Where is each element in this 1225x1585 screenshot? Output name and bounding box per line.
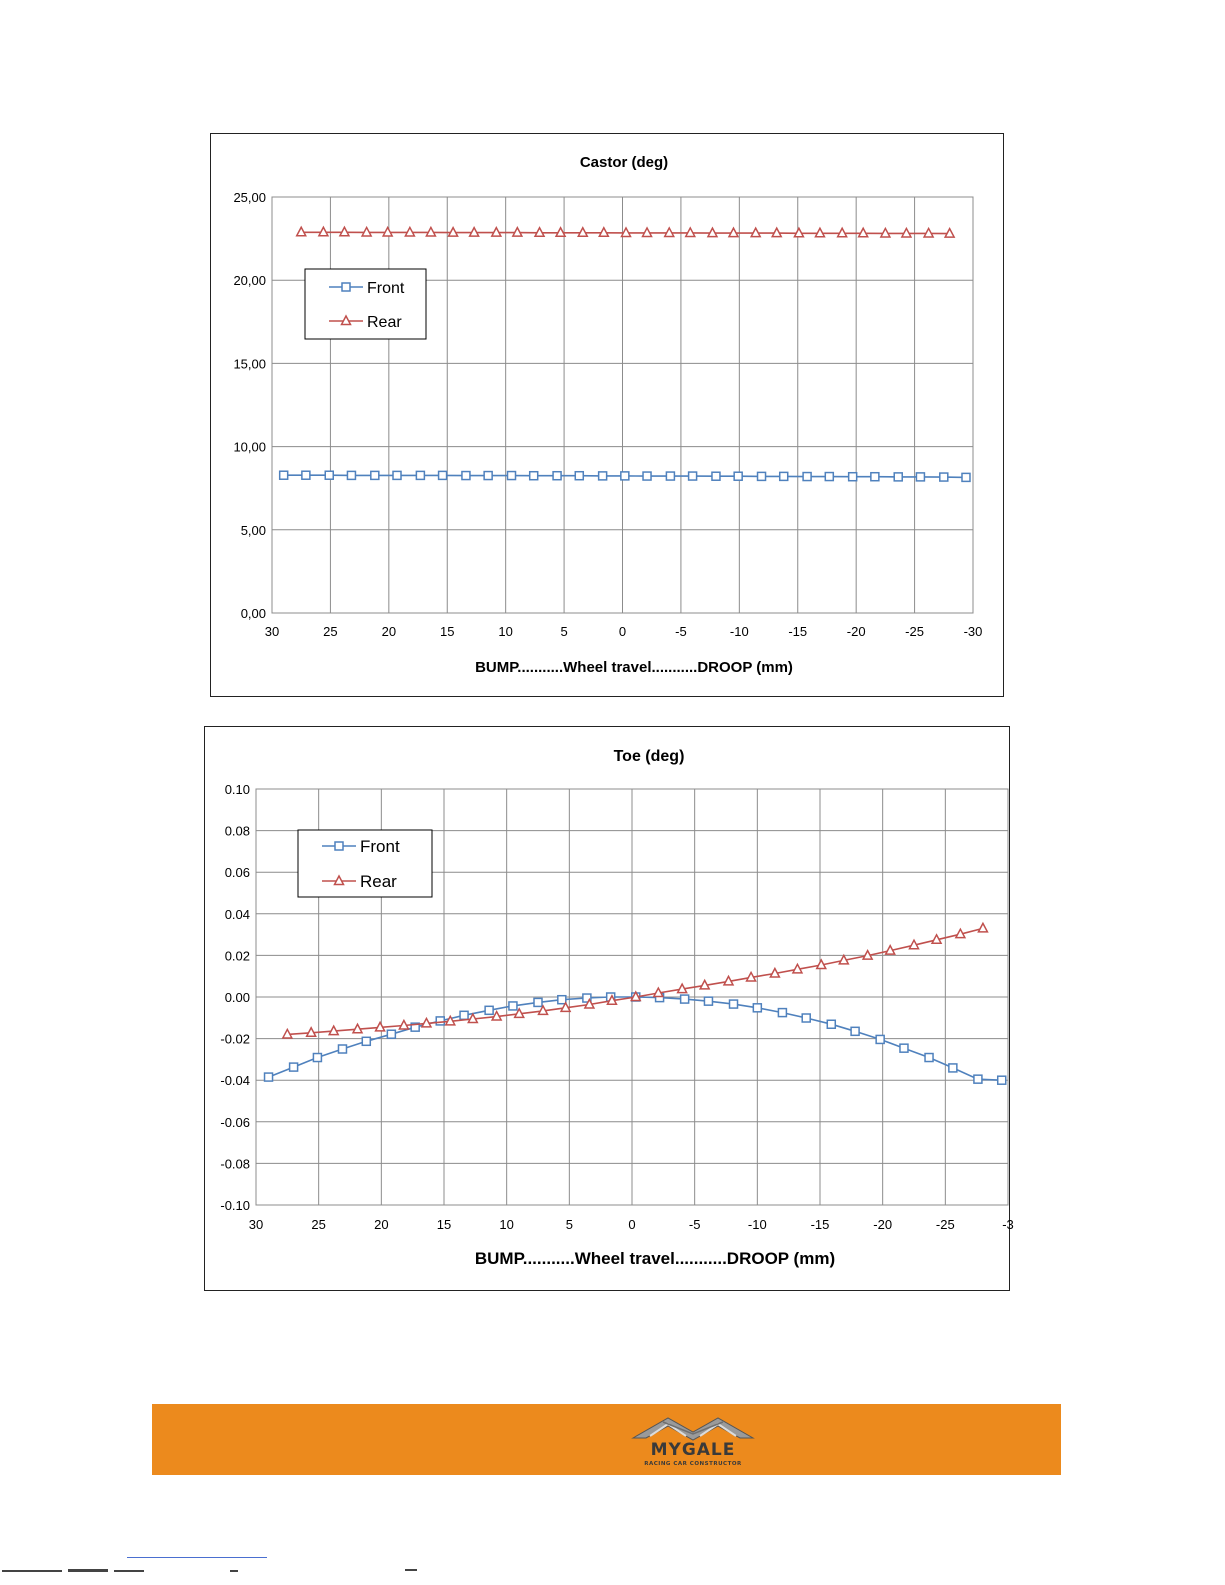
toe-chart-svg: [205, 727, 1014, 1292]
y-tick-label: -0.08: [220, 1156, 250, 1172]
data-point-front: [485, 1006, 493, 1014]
legend-label-front: Front: [367, 280, 405, 297]
data-point-front: [803, 473, 811, 481]
y-tick-label: 20,00: [233, 273, 266, 289]
data-point-front: [643, 472, 651, 480]
data-point-front: [666, 472, 674, 480]
footer-link-underline: [127, 1557, 267, 1558]
data-point-front: [436, 1017, 444, 1025]
legend-label-rear: Rear: [360, 872, 397, 891]
data-point-front: [704, 997, 712, 1005]
data-point-front: [313, 1054, 321, 1062]
data-point-front: [900, 1044, 908, 1052]
logo-wings-icon: [628, 1412, 758, 1442]
data-point-front: [851, 1027, 859, 1035]
y-tick-label: 25,00: [233, 190, 266, 205]
data-point-front: [753, 1004, 761, 1012]
y-tick-label: -0.02: [220, 1031, 250, 1047]
data-point-front: [758, 472, 766, 480]
mygale-logo: [628, 1412, 758, 1470]
data-point-front: [393, 471, 401, 479]
castor-chart: [210, 133, 1004, 697]
x-tick-label: -5: [688, 1217, 701, 1232]
x-tick-label: -10: [747, 1217, 767, 1232]
data-point-front: [730, 1000, 738, 1008]
data-point-front: [371, 471, 379, 479]
data-point-front: [265, 1073, 273, 1081]
x-tick-label: 10: [499, 1217, 514, 1232]
y-tick-label: 0.06: [224, 865, 250, 881]
footer-text-fragment: [0, 1566, 430, 1578]
data-point-front: [925, 1054, 933, 1062]
legend-marker-front: [335, 842, 343, 850]
x-tick-label: -20: [846, 624, 866, 639]
data-point-front: [534, 998, 542, 1006]
legend-box: [305, 269, 426, 339]
x-tick-label: 15: [440, 624, 455, 639]
legend-label-rear: Rear: [367, 314, 402, 331]
data-point-front: [949, 1064, 957, 1072]
x-tick-label: 5: [565, 1217, 573, 1232]
data-point-front: [325, 471, 333, 479]
data-point-front: [599, 472, 607, 480]
x-tick-label: 20: [374, 1217, 389, 1232]
y-tick-label: 0,00: [240, 606, 266, 621]
data-point-front: [916, 473, 924, 481]
x-tick-label: -10: [729, 624, 749, 639]
chart-title: Toe (deg): [613, 748, 685, 765]
legend-label-front: Front: [360, 837, 400, 856]
data-point-front: [780, 472, 788, 480]
data-point-front: [734, 472, 742, 480]
data-point-front: [712, 472, 720, 480]
x-tick-label: -25: [935, 1217, 955, 1232]
data-point-front: [509, 1002, 517, 1010]
data-point-front: [462, 472, 470, 480]
castor-chart-svg: [211, 134, 1005, 698]
data-point-front: [871, 473, 879, 481]
data-point-front: [530, 472, 538, 480]
data-point-front: [849, 473, 857, 481]
y-tick-label: 5,00: [240, 522, 266, 538]
y-tick-label: -0.04: [220, 1073, 250, 1089]
footer-bar: [152, 1404, 1061, 1475]
x-tick-label: 10: [498, 624, 513, 639]
data-point-front: [460, 1011, 468, 1019]
data-point-front: [825, 473, 833, 481]
data-point-front: [689, 472, 697, 480]
y-tick-label: 0.04: [224, 906, 250, 922]
logo-brand-text: MYGALE: [650, 1440, 736, 1460]
y-tick-label: 0.10: [224, 782, 250, 797]
data-point-front: [302, 471, 310, 479]
toe-chart: [204, 726, 1014, 1291]
data-point-front: [974, 1075, 982, 1083]
data-point-front: [621, 472, 629, 480]
chart-title: Castor (deg): [579, 154, 669, 171]
x-tick-label: 15: [436, 1217, 452, 1232]
x-tick-label: -15: [810, 1217, 830, 1232]
y-tick-label: -0.06: [220, 1114, 250, 1130]
y-tick-label: -0.10: [220, 1198, 250, 1213]
x-tick-label: -25: [905, 624, 924, 639]
x-tick-label: -15: [788, 624, 808, 639]
data-point-front: [338, 1045, 346, 1053]
data-point-front: [962, 473, 970, 481]
data-point-front: [894, 473, 902, 481]
x-tick-label: -5: [675, 624, 687, 639]
x-tick-label: 20: [381, 624, 397, 639]
x-axis-label: BUMP...........Wheel travel...........DROOP (mm): [474, 1249, 836, 1268]
data-point-front: [876, 1035, 884, 1043]
x-tick-label: 25: [323, 624, 338, 639]
data-point-front: [681, 995, 689, 1003]
x-tick-label: -30: [963, 624, 983, 639]
x-tick-label: 0: [618, 624, 627, 639]
y-tick-label: 15,00: [233, 356, 266, 372]
data-point-front: [347, 471, 355, 479]
data-point-front: [553, 472, 561, 480]
data-point-front: [802, 1014, 810, 1022]
logo-tagline: RACING CAR CONSTRUCTOR: [644, 1461, 742, 1467]
data-point-front: [290, 1063, 298, 1071]
data-point-front: [362, 1037, 370, 1045]
data-point-front: [827, 1020, 835, 1028]
data-point-front: [998, 1076, 1006, 1084]
data-point-front: [778, 1009, 786, 1017]
data-point-front: [387, 1030, 395, 1038]
y-tick-label: 0.08: [224, 823, 250, 839]
x-tick-label: 0: [628, 1217, 636, 1232]
y-tick-label: 0.00: [224, 990, 250, 1005]
data-point-front: [439, 471, 447, 479]
data-point-front: [484, 472, 492, 480]
x-tick-label: -20: [873, 1217, 893, 1232]
data-point-front: [416, 471, 424, 479]
data-point-front: [508, 472, 516, 480]
x-tick-label: 25: [311, 1217, 326, 1232]
data-point-front: [575, 472, 583, 480]
x-tick-label: -3: [1002, 1217, 1014, 1232]
legend-marker-front: [342, 283, 350, 291]
data-point-front: [558, 996, 566, 1004]
y-tick-label: 0.02: [224, 948, 250, 964]
data-point-front: [280, 471, 288, 479]
x-tick-label: 5: [560, 624, 568, 639]
x-axis-label: BUMP...........Wheel travel...........DROOP (mm): [475, 659, 793, 676]
x-tick-label: 30: [248, 1217, 264, 1232]
x-tick-label: 30: [264, 624, 280, 639]
y-tick-label: 10,00: [233, 439, 266, 455]
data-point-front: [940, 473, 948, 481]
